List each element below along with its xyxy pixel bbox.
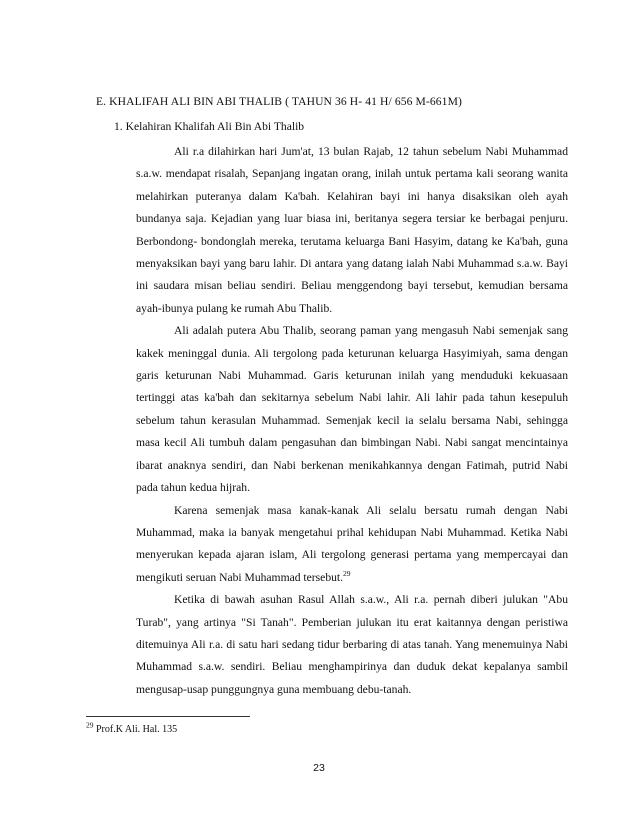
footnote-divider (86, 716, 250, 717)
page-number: 23 (313, 762, 325, 774)
paragraph-text: Karena semenjak masa kanak-kanak Ali selalu bersatu rumah dengan Nabi Muhammad, maka ia banyak mengetahui prihal kehidupan Nabi Muhammad. Ketika Nabi menyerukan kepada ajaran islam, Ali tergolong generasi pertama yang mempercayai dan mengikuti seruan Nabi Muhammad tersebut. (136, 503, 568, 584)
paragraph-text: Ketika di bawah asuhan Rasul Allah s.a.w., Ali r.a. pernah diberi julukan "Abu Turab", yang artinya "Si Tanah". Pemberian julukan itu erat kaitannya dengan peristiwa ditemuinya Ali r.a. di satu hari sedang tidur berbaring di atas tanah. Yang menemuinya Nabi Muhammad s.a.w. sendiri. Beliau menghampirinya dan duduk dekat kepalanya sambil mengusap-usap punggungnya guna membuang debu-tanah. (136, 593, 568, 696)
footnote-reference[interactable]: 29 (343, 568, 351, 578)
subsection-heading: 1. Kelahiran Khalifah Ali Bin Abi Thalib (114, 120, 305, 133)
paragraph-1 (136, 141, 568, 320)
paragraph-text: Ali r.a dilahirkan hari Jum'at, 13 bulan Rajab, 12 tahun sebelum Nabi Muhammad s.a.w. mendapat risalah, Sepanjang ingatan orang, inilah untuk pertama kali seorang wanita melahirkan puteranya dalam Ka'bah. Kelahiran bayi ini hanya disaksikan oleh ayah bundanya saja. Kejadian yang luar biasa ini, beritanya segera tersiar ke berbagai penjuru. Berbondong- bondonglah mereka, terutama keluarga Bani Hasyim, datang ke Ka'bah, guna menyaksikan bayi yang baru lahir. Di antara yang datang ialah Nabi Muhammad s.a.w. Bayi ini saudara misan beliau sendiri. Beliau menggendong bayi tersebut, kemudian bersama ayah-ibunya pulang ke rumah Abu Thalib. (136, 145, 568, 315)
section-heading: E. KHALIFAH ALI BIN ABI THALIB ( TAHUN 36 H- 41 H/ 656 M-661M) (96, 95, 462, 108)
footnote-number: 29 (86, 720, 94, 730)
paragraph-2 (136, 320, 568, 499)
paragraph-4 (136, 589, 568, 701)
body-text (136, 141, 568, 701)
footnote-text: Prof.K Ali. Hal. 135 (93, 724, 178, 735)
paragraph-3 (136, 500, 568, 590)
footnote (86, 720, 386, 735)
paragraph-text: Ali adalah putera Abu Thalib, seorang paman yang mengasuh Nabi semenjak sang kakek meninggal dunia. Ali tergolong pada keturunan keluarga Hasyimiyah, sama dengan garis keturunan Nabi Muhammad. Garis keturunan inilah yang menduduki kekuasaan tertinggi atas ka'bah dan sekitarnya sebelum Nabi lahir. Ali lahir pada tahun kesepuluh sebelum tahun kerasulan Muhammad. Semenjak kecil ia selalu bersama Nabi, sehingga masa kecil Ali tumbuh dalam pengasuhan dan bimbingan Nabi. Nabi sangat mencintainya ibarat anaknya sendiri, dan Nabi berkenan menikahkannya dengan Fatimah, putrid Nabi pada tahun kedua hijrah. (136, 324, 568, 495)
